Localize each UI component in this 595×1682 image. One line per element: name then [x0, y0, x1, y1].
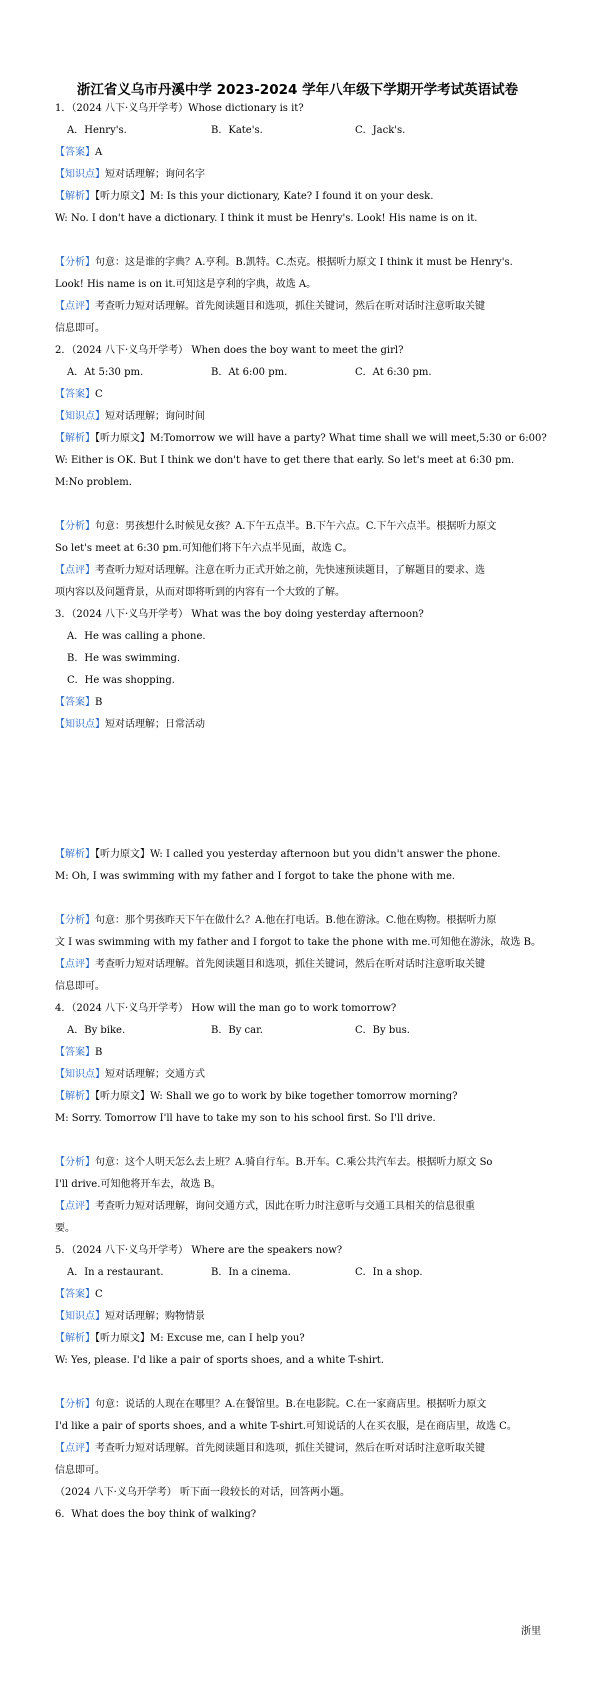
- q2-option-b: B．At 6:00 pm.: [211, 367, 288, 378]
- q3-option-a: A．He was calling a phone.: [67, 631, 206, 642]
- q1-option-a: A．Henry's.: [67, 125, 127, 136]
- q2-stem: 2．（2024 八下·义乌开学考） When does the boy want to meet the girl?: [55, 345, 404, 356]
- q4-comment: [55, 1200, 475, 1214]
- q1-option-c: C．Jack's.: [355, 125, 406, 136]
- q4-analysis-2: I'll drive.可知他将开车去，故选 B。: [55, 1179, 221, 1190]
- knowledge-tag: 【知识点】: [55, 1069, 105, 1080]
- q3-stem: 3．（2024 八下·义乌开学考） What was the boy doing yesterday afternoon?: [55, 609, 424, 620]
- listening-tag: 【听力原文】: [95, 1333, 150, 1344]
- q4-analysis: [55, 1156, 492, 1170]
- q3-transcript-2: M: Oh, I was swimming with my father and I forgot to take the phone with me.: [55, 871, 456, 882]
- q2-knowledge: [55, 410, 205, 424]
- fenxi-tag: 【分析】: [55, 1399, 95, 1410]
- q1-transcript-1: M: Is this your dictionary, Kate? I found it on your desk.: [150, 191, 434, 202]
- analysis-tag: 【解析】: [55, 849, 95, 860]
- q3-analysis-2: 文 I was swimming with my father and I forgot to take the phone with me.可知他在游泳，故选 B。: [55, 937, 541, 948]
- knowledge-tag: 【知识点】: [55, 719, 105, 730]
- q1-comment: [55, 300, 485, 314]
- comment-tag: 【点评】: [55, 959, 95, 970]
- listening-tag: 【听力原文】: [95, 1091, 150, 1102]
- q2-comment-1: 考查听力短对话理解。注意在听力正式开始之前，先快速预读题目，了解题目的要求、选: [95, 565, 485, 576]
- answer-tag: 【答案】: [55, 697, 95, 708]
- q3-answer-value: B: [95, 697, 103, 708]
- q5-answer: [55, 1288, 103, 1302]
- q5-transcript-2: W: Yes, please. I'd like a pair of sports shoes, and a white T-shirt.: [55, 1355, 384, 1366]
- q4-option-a: A．By bike.: [67, 1025, 126, 1036]
- q3-transcript-1: W: I called you yesterday afternoon but you didn't answer the phone.: [150, 849, 501, 860]
- page-title: 浙江省义乌市丹溪中学 2023-2024 学年八年级下学期开学考试英语试卷: [76, 82, 519, 98]
- q1-transcript-2: W: No. I don't have a dictionary. I think it must be Henry's. Look! His name is on it.: [55, 213, 478, 224]
- q4-answer-value: B: [95, 1047, 103, 1058]
- q2-transcript-3: M:No problem.: [55, 477, 132, 488]
- q2-comment: [55, 564, 485, 578]
- comment-tag: 【点评】: [55, 301, 95, 312]
- q4-transcript-2: M: Sorry. Tomorrow I'll have to take my son to his school first. So I'll drive.: [55, 1113, 436, 1124]
- q2-answer-value: C: [95, 389, 103, 400]
- q1-analysis-2: Look! His name is on it.可知这是亨利的字典，故选 A。: [55, 279, 317, 290]
- q1-transcript-line: [55, 190, 433, 204]
- q5-knowledge: [55, 1310, 205, 1324]
- section-intro: （2024 八下·义乌开学考） 听下面一段较长的对话，回答两小题。: [55, 1487, 350, 1498]
- q3-option-b: B．He was swimming.: [67, 653, 181, 664]
- q5-transcript-1: M: Excuse me, can I help you?: [150, 1333, 305, 1344]
- q5-transcript-line: [55, 1332, 305, 1346]
- q4-option-c: C．By bus.: [355, 1025, 410, 1036]
- q5-option-c: C．In a shop.: [355, 1267, 423, 1278]
- q5-analysis: [55, 1398, 486, 1412]
- listening-tag: 【听力原文】: [95, 849, 150, 860]
- q4-comment-1: 考查听力短对话理解，询问交通方式，因此在听力时注意听与交通工具相关的信息很重: [95, 1201, 475, 1212]
- q3-option-c: C．He was shopping.: [67, 675, 175, 686]
- q3-analysis-1: 句意：那个男孩昨天下午在做什么？A.他在打电话。B.他在游泳。C.他在购物。根据听力原: [95, 915, 497, 926]
- q5-comment: [55, 1442, 485, 1456]
- q4-stem: 4．（2024 八下·义乌开学考） How will the man go to work tomorrow?: [55, 1003, 397, 1014]
- listening-tag: 【听力原文】: [95, 433, 150, 444]
- q3-comment: [55, 958, 485, 972]
- q5-option-a: A．In a restaurant.: [67, 1267, 164, 1278]
- q3-comment-2: 信息即可。: [55, 981, 105, 992]
- page-footer: 浙里: [521, 1626, 541, 1637]
- answer-tag: 【答案】: [55, 389, 95, 400]
- fenxi-tag: 【分析】: [55, 915, 95, 926]
- q1-answer-value: A: [95, 147, 103, 158]
- q1-analysis-1: 句意：这是谁的字典？A.亨利。B.凯特。C.杰克。根据听力原文 I think it must be Henry's.: [95, 257, 513, 268]
- q2-option-c: C．At 6:30 pm.: [355, 367, 432, 378]
- q3-answer: [55, 696, 102, 710]
- answer-tag: 【答案】: [55, 147, 95, 158]
- q1-stem: 1．（2024 八下·义乌开学考）Whose dictionary is it?: [55, 103, 304, 114]
- q1-comment-2: 信息即可。: [55, 323, 105, 334]
- comment-tag: 【点评】: [55, 1443, 95, 1454]
- q2-analysis-2: So let's meet at 6:30 pm.可知他们将下午六点半见面，故选 C。: [55, 543, 353, 554]
- q5-comment-1: 考查听力短对话理解。首先阅读题目和选项，抓住关键词，然后在听对话时注意听取关键: [95, 1443, 485, 1454]
- q3-transcript-line: [55, 848, 501, 862]
- q1-option-b: B．Kate's.: [211, 125, 263, 136]
- q1-knowledge: [55, 168, 205, 182]
- q5-comment-2: 信息即可。: [55, 1465, 105, 1476]
- q5-stem: 5．（2024 八下·义乌开学考） Where are the speakers now?: [55, 1245, 343, 1256]
- q2-analysis: [55, 520, 496, 534]
- q3-knowledge-text: 短对话理解；日常活动: [105, 719, 205, 730]
- listening-tag: 【听力原文】: [95, 191, 150, 202]
- comment-tag: 【点评】: [55, 565, 95, 576]
- q4-transcript-1: W: Shall we go to work by bike together tomorrow morning?: [150, 1091, 458, 1102]
- q2-transcript-1: M:Tomorrow we will have a party? What time shall we will meet,5:30 or 6:00?: [150, 433, 547, 444]
- q5-analysis-2: I'd like a pair of sports shoes, and a white T-shirt.可知说话的人在买衣服，是在商店里，故选 C。: [55, 1421, 517, 1432]
- fenxi-tag: 【分析】: [55, 257, 95, 268]
- q2-answer: [55, 388, 103, 402]
- analysis-tag: 【解析】: [55, 433, 95, 444]
- q1-comment-1: 考查听力短对话理解。首先阅读题目和选项，抓住关键词，然后在听对话时注意听取关键: [95, 301, 485, 312]
- knowledge-tag: 【知识点】: [55, 1311, 105, 1322]
- q5-answer-value: C: [95, 1289, 103, 1300]
- fenxi-tag: 【分析】: [55, 521, 95, 532]
- analysis-tag: 【解析】: [55, 191, 95, 202]
- answer-tag: 【答案】: [55, 1047, 95, 1058]
- q2-analysis-1: 句意：男孩想什么时候见女孩？A.下午五点半。B.下午六点。C.下午六点半。根据听力原文: [95, 521, 497, 532]
- q2-option-a: A．At 5:30 pm.: [67, 367, 144, 378]
- q4-knowledge: [55, 1068, 205, 1082]
- q3-knowledge: [55, 718, 205, 732]
- q4-analysis-1: 句意：这个人明天怎么去上班？A.骑自行车。B.开车。C.乘公共汽车去。根据听力原文 So: [95, 1157, 493, 1168]
- knowledge-tag: 【知识点】: [55, 411, 105, 422]
- q3-analysis: [55, 914, 496, 928]
- analysis-tag: 【解析】: [55, 1333, 95, 1344]
- q4-knowledge-text: 短对话理解；交通方式: [105, 1069, 205, 1080]
- comment-tag: 【点评】: [55, 1201, 95, 1212]
- q2-comment-2: 项内容以及问题背景，从而对即将听到的内容有一个大致的了解。: [55, 587, 345, 598]
- q1-answer: [55, 146, 102, 160]
- fenxi-tag: 【分析】: [55, 1157, 95, 1168]
- knowledge-tag: 【知识点】: [55, 169, 105, 180]
- q2-transcript-line: [55, 432, 547, 446]
- q2-transcript-2: W: Either is OK. But I think we don't have to get there that early. So let's meet at 6:30 pm.: [55, 455, 515, 466]
- q1-analysis: [55, 256, 513, 270]
- q5-analysis-1: 句意：说话的人现在在哪里？A.在餐馆里。B.在电影院。C.在一家商店里。根据听力原文: [95, 1399, 487, 1410]
- q5-knowledge-text: 短对话理解；购物情景: [105, 1311, 205, 1322]
- q4-comment-2: 要。: [55, 1223, 75, 1234]
- q1-knowledge-text: 短对话理解；询问名字: [105, 169, 205, 180]
- q6-stem: 6．What does the boy think of walking?: [55, 1509, 257, 1520]
- q4-transcript-line: [55, 1090, 458, 1104]
- q2-knowledge-text: 短对话理解；询问时间: [105, 411, 205, 422]
- q4-option-b: B．By car.: [211, 1025, 263, 1036]
- q5-option-b: B．In a cinema.: [211, 1267, 291, 1278]
- analysis-tag: 【解析】: [55, 1091, 95, 1102]
- q3-comment-1: 考查听力短对话理解。首先阅读题目和选项，抓住关键词，然后在听对话时注意听取关键: [95, 959, 485, 970]
- q4-answer: [55, 1046, 102, 1060]
- answer-tag: 【答案】: [55, 1289, 95, 1300]
